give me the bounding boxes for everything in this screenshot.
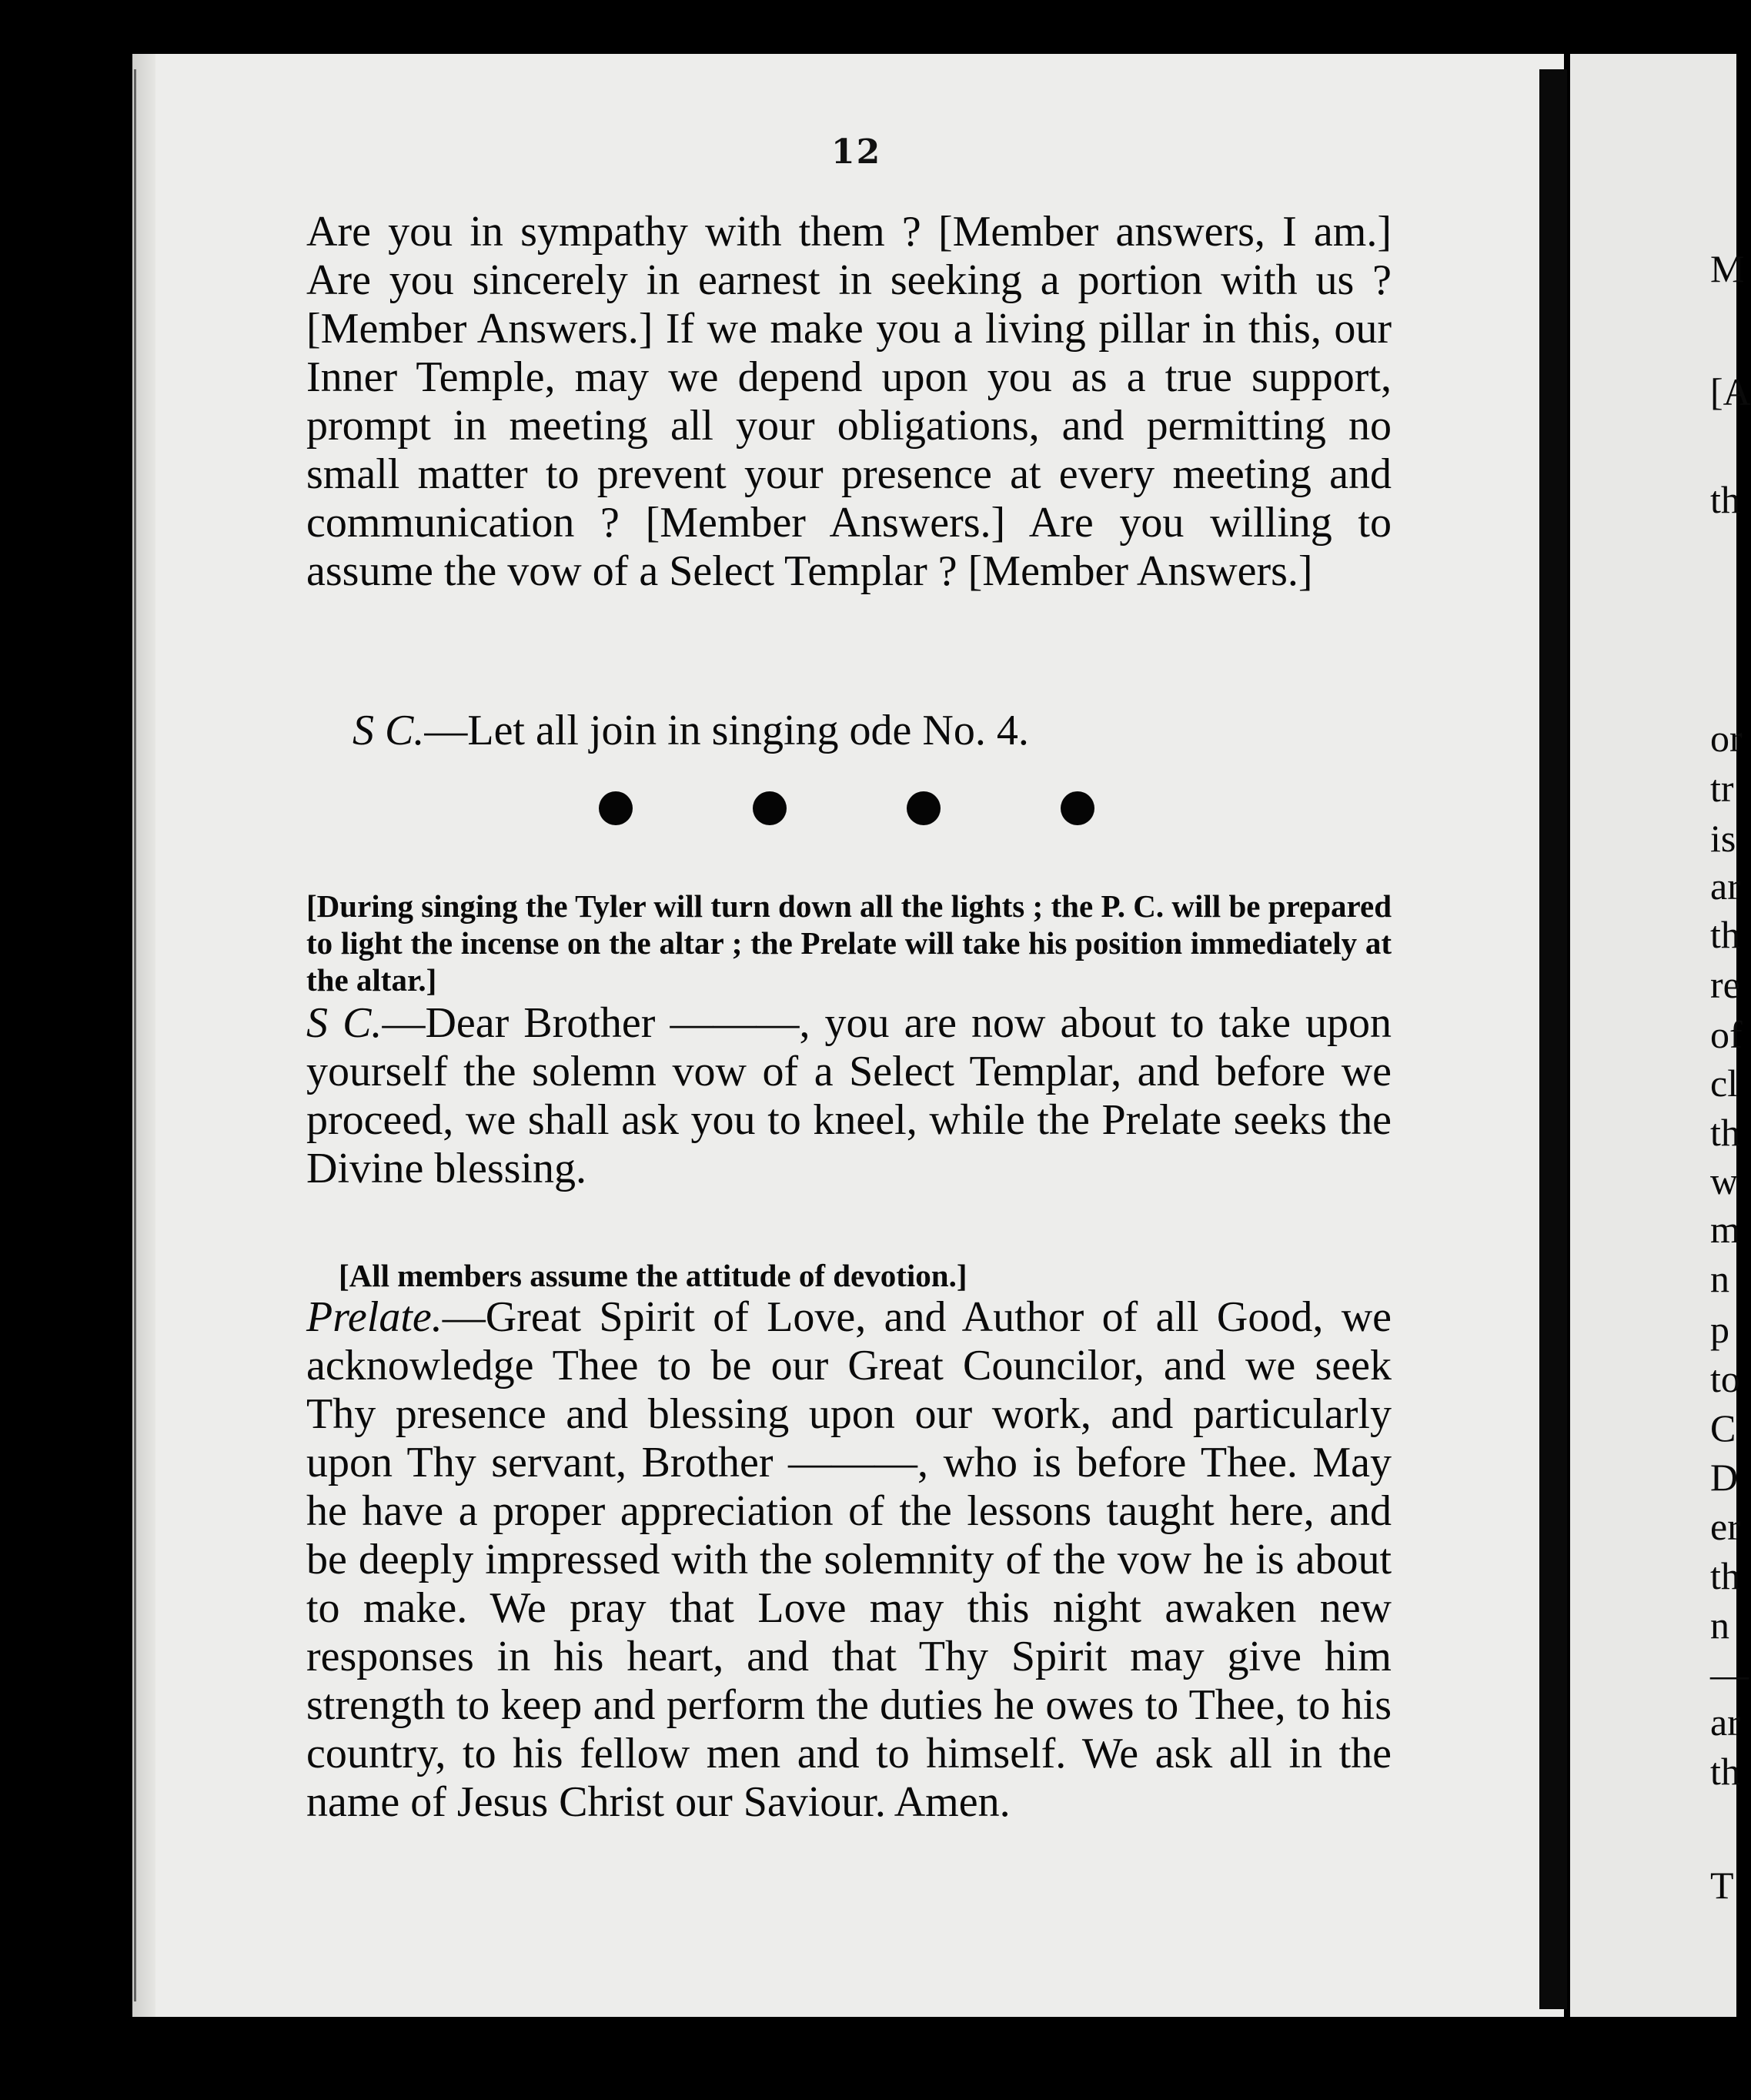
facing-page-fragment: T bbox=[1710, 1864, 1734, 1907]
facing-page-fragment: [A bbox=[1710, 370, 1751, 413]
book-gutter bbox=[1539, 69, 1567, 2009]
facing-page-fragment: or bbox=[1710, 717, 1743, 760]
stage-direction-text: [All members assume the attitude of devotion.] bbox=[339, 1258, 967, 1293]
facing-page-fragment: to bbox=[1710, 1357, 1740, 1400]
facing-page-fragment: th bbox=[1710, 1111, 1740, 1154]
ornament-dot bbox=[1061, 791, 1094, 825]
paragraph-ode bbox=[353, 707, 1392, 755]
paragraph-text: —Great Spirit of Love, and Author of all Good, we acknowledge Thee to be our Great Councilor, and we seek Thy presence and blessing upon our work, and particularly upon Thy servant, Brother ———, who is before Thee. May he have a proper appreciation of the lessons taught here, and be deeply impressed with the solemnity of the vow he is about to make. We pray that Love may this night awaken new responses in his heart, and that Thy Spirit may give him strength to keep and perform the duties he owes to Thee, to his country, to his fellow men and to himself. We ask all in the name of Jesus Christ our Saviour. Amen. bbox=[306, 1293, 1392, 1826]
paragraph-text: —Let all join in singing ode No. 4. bbox=[424, 707, 1029, 754]
facing-page-fragment: is bbox=[1710, 817, 1736, 860]
ornament-dot bbox=[753, 791, 787, 825]
facing-page-fragment: w bbox=[1710, 1159, 1739, 1202]
facing-page-fragment: m bbox=[1710, 1208, 1740, 1251]
facing-page-fragment: re bbox=[1710, 963, 1740, 1006]
page-number: 12 bbox=[831, 132, 882, 172]
speaker-label: S C. bbox=[306, 999, 383, 1047]
speaker-label: S C. bbox=[353, 707, 425, 754]
facing-page-fragment: ar bbox=[1710, 1700, 1740, 1744]
facing-page-fragment: n bbox=[1710, 1603, 1729, 1647]
paragraph-questions bbox=[306, 208, 1392, 596]
facing-page-fragment: cl bbox=[1710, 1062, 1739, 1105]
paragraph-vow bbox=[306, 999, 1392, 1193]
facing-page-fragment: th bbox=[1710, 478, 1740, 521]
stage-direction-text: [During singing the Tyler will turn down all the lights ; the P. C. will be prepared to light the incense on the altar ; the Prelate will take his position immediately at the altar.] bbox=[306, 888, 1392, 998]
facing-page-fragment: of bbox=[1710, 1013, 1743, 1056]
facing-page-fragment: th bbox=[1710, 1554, 1740, 1597]
facing-page-fragment: th bbox=[1710, 1750, 1740, 1793]
paragraph-prayer bbox=[306, 1293, 1392, 1827]
facing-page-fragment: — bbox=[1710, 1653, 1749, 1696]
facing-page-fragment: p bbox=[1710, 1308, 1729, 1351]
facing-page-fragment: tr bbox=[1710, 767, 1734, 810]
facing-page-fragment: C bbox=[1710, 1406, 1736, 1450]
facing-page-fragment: n bbox=[1710, 1257, 1729, 1300]
page-margin-rule bbox=[134, 69, 136, 2001]
facing-page-fragment: th bbox=[1710, 913, 1740, 956]
ornament-dot bbox=[599, 791, 633, 825]
speaker-label: Prelate. bbox=[306, 1293, 443, 1341]
facing-page-fragment: er bbox=[1710, 1505, 1740, 1548]
facing-page-fragment: D bbox=[1710, 1456, 1739, 1499]
paragraph-text: —Dear Brother ———, you are now about to take upon yourself the solemn vow of a Select Templar, and before we proceed, we shall ask you to kneel, while the Prelate seeks the Divine blessing. bbox=[306, 999, 1392, 1192]
ornament-dots bbox=[599, 791, 1099, 838]
paragraph-text: Are you in sympathy with them ? [Member answers, I am.] Are you sincerely in earnest in seeking a portion with us ? [Member Answers.] If we make you a living pillar in this, our Inner Temple, may we depend upon you as a true support, prompt in meeting all your obligations, and permitting no small matter to prevent your presence at every meeting and communication ? [Member Answers.] Are you willing to assume the vow of a Select Templar ? [Member Answers.] bbox=[306, 208, 1392, 595]
facing-page-fragment: M bbox=[1710, 247, 1745, 290]
ornament-dot bbox=[907, 791, 941, 825]
facing-page-fragment: ar bbox=[1710, 864, 1740, 908]
